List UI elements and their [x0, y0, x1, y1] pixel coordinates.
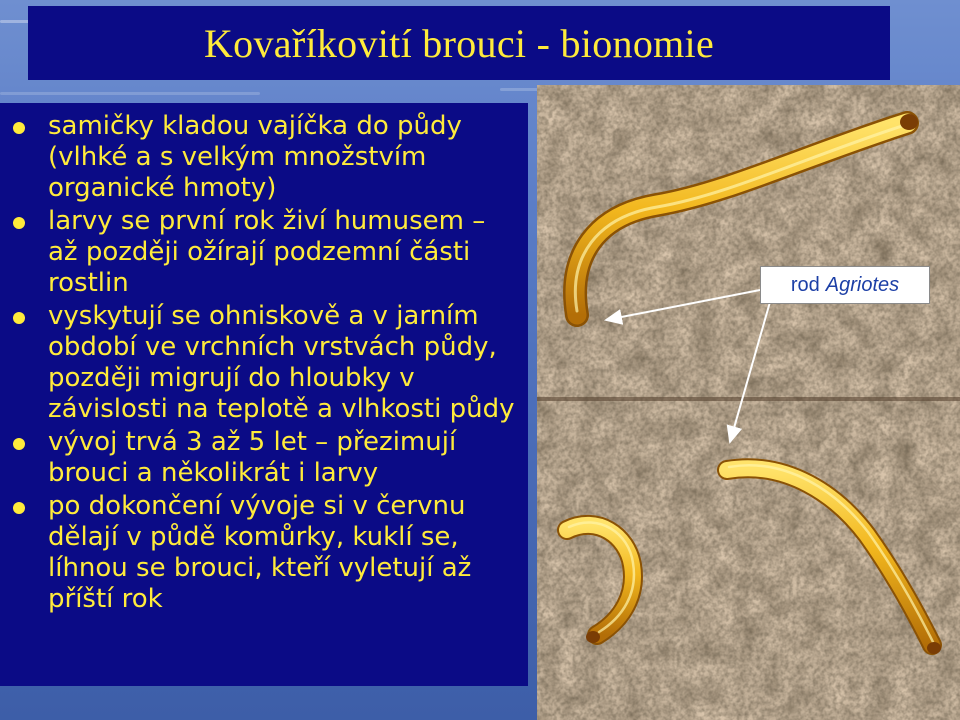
title-bar: [28, 6, 890, 80]
bullet-item: [0, 301, 528, 425]
background-streak: [0, 92, 260, 95]
wireworm-photo: [537, 85, 960, 720]
bullet-item: [0, 111, 528, 204]
bullet-text: vyskytují se ohniskově a v jarním období ve vrchních vrstvách půdy, později migrují do hloubky v závislosti na teplotě a vlhkosti půdy: [48, 301, 515, 424]
bullet-text: samičky kladou vajíčka do půdy (vlhké a s velkým množstvím organické hmoty): [48, 111, 462, 203]
bullet-text: larvy se první rok živí humusem – až později ožírají podzemní části rostlin: [48, 206, 486, 298]
bullet-panel: [0, 103, 528, 686]
bullet-item: [0, 427, 528, 489]
bullet-dot-icon: [13, 217, 25, 229]
caption-prefix: rod: [790, 273, 820, 296]
bullet-text: vývoj trvá 3 až 5 let – přezimují brouci a několikrát i larvy: [48, 427, 457, 488]
soil-larvae-illustration: [537, 85, 960, 720]
caption-genus: Agriotes: [825, 273, 900, 296]
bullet-dot-icon: [13, 312, 25, 324]
bullet-item: [0, 491, 528, 615]
bullet-item: [0, 206, 528, 299]
genus-caption: [760, 266, 930, 304]
slide-title: Kovaříkovití brouci - bionomie: [203, 20, 714, 66]
bullet-dot-icon: [13, 122, 25, 134]
bullet-dot-icon: [13, 438, 25, 450]
bullet-dot-icon: [13, 502, 25, 514]
bullet-text: po dokončení vývoje si v červnu dělají v půdě komůrky, kuklí se, líhnou se brouci, kteří vyletují až příští rok: [48, 491, 472, 614]
bullet-list: [0, 103, 528, 615]
